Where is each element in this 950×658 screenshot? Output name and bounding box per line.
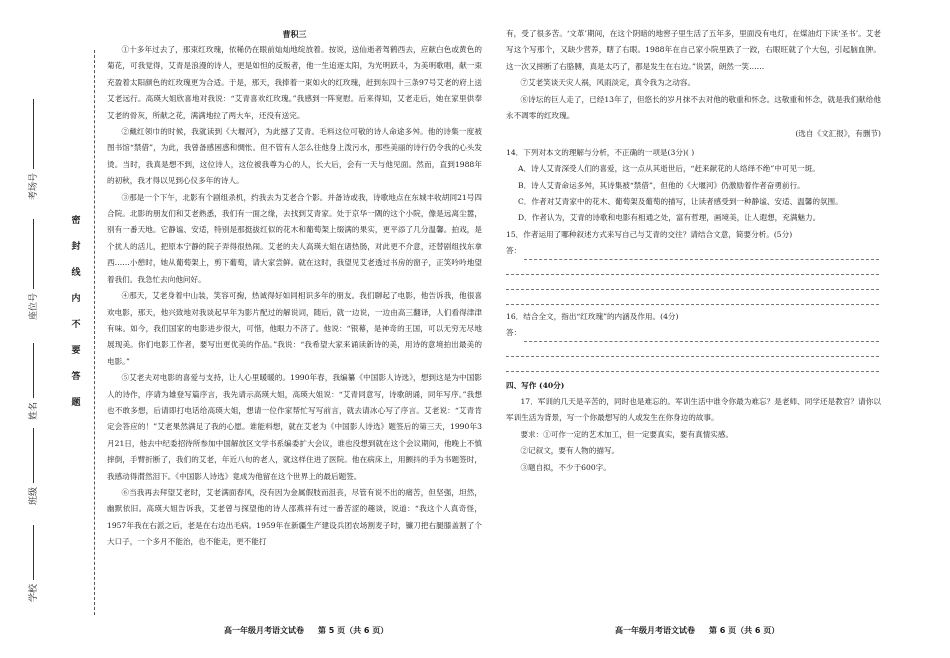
seal-char: 答 [71,372,81,382]
answer-line[interactable] [506,342,879,357]
answer-row [506,243,881,259]
paragraph-4: ④那天，艾老身着中山装，笑容可掬，热诚得好如同相识多年的朋友。我们聊起了电影，他告诉我，他很喜欢电影，那天，他兴致地对我谈起早年为影片配过的解说词，随后，就一边说，一边由高三翻译，人们看得津津有味。如今，我们国家的电影进步很大，可惜，他眼力不济了。他说：“银幕，是神奇的王国，可以无穷无尽地展现美。你们电影工作者，要写出更优美的作品。”我说：“我希望大家来诵读新诗的美，用诗的意境拍出最美的电影。” [107,291,482,366]
question-17: 17．军训的几天是辛苦的，同时也是难忘的。军训生活中谁令你最为难忘？是老师、同学还是教官？请你以军训生活为背景，写一个你最想写的人或发生在你身边的故事。 [506,396,881,423]
seal-char: 内 [71,294,81,304]
paragraph-6: ⑥当我再去拜望艾老时，艾老满面春风，没有因为金属假肢而沮丧，尽管有说不出的痛苦，但坚强，坦然，幽默依旧。高瑛大姐告诉我，艾老曾与探望他的诗人邵燕祥有过一番苦涩的趣谈，说道：“我这个人真奇怪，1957年我在右派之后，老是在右边出毛病。1959年在新疆生产建设兵团农场割麦子时，镰刀把右腿膝盖割了个大口子，一个多月不能治，也不能走，更不能打 [107,487,482,547]
field-underline[interactable] [33,343,34,398]
answer-line[interactable] [506,357,879,372]
field-seat [26,219,39,320]
article-author: 曹积三 [282,29,307,39]
answer-line[interactable] [506,260,879,275]
page-6 [506,26,881,476]
field-label: 姓名 [29,401,39,420]
requirement-3: ③题自拟，不少于600字。 [520,462,611,472]
footer-page-5 [224,625,388,636]
seal-char: 要 [71,346,81,356]
answer-label: 答： [506,328,522,338]
field-name [26,343,39,420]
question-stem: 14．下列对本文的理解与分析，不正确的一项是(3分)( ) [506,147,695,157]
field-label: 座位号 [29,292,39,320]
option-c[interactable]: C．作者对艾青家中的花木、葡萄架及葡萄的描写，让读者感受到一种静谧、安适、温馨的氛围。 [518,197,843,207]
field-exam-room [26,99,39,200]
field-underline[interactable] [33,99,34,169]
option-a[interactable]: A．诗人艾青深受人们的喜爱，这一点从其逝世后，“赶来献花的人络绎不绝”中可见一斑。 [518,164,820,174]
footer-exam-title: 高一年级月考语文试卷 [615,626,695,635]
answer-label: 答： [506,246,522,256]
question-16 [506,309,881,372]
answer-row [506,325,881,341]
question-stem: 15．作者运用了哪种叙述方式来写自己与艾青的交往？请结合文意，简要分析。(5分) [506,229,793,239]
footer-page-number: 第 6 页（共 6 页） [709,626,780,635]
question-stem: 16．结合全文，指出“红玫瑰”的内涵及作用。(4分) [506,311,679,321]
field-class [26,428,39,505]
footer-page-6 [615,625,779,636]
field-underline[interactable] [33,219,34,289]
field-label: 考场号 [29,172,39,200]
field-school [26,525,39,602]
paragraph-1: ①十多年过去了，那束红玫瑰，依稀仍在眼前灿灿地绽放着。按说，送仙逝者驾鹤西去，应献白色或黄色的菊花，可我觉得，艾青是浪漫的诗人，更是如怛的反叛者，他一生追逐太阳，为光明跃斗，为美明歌唱，献一束充盈着太阳颜色的红玫瑰更为合适。于是，那天，我捧着一束如火的红玫瑰，赶到东四十三条97号艾老的府上送艾老远行。高瑛大姐欣喜地对我说：“艾青喜欢红玫瑰。”我感到一阵宽慰。后来得知，艾老走后，她在家里供奉艾老的骨灰，所献之花，满满地拉了两大车，还没有送完。 [107,45,482,120]
paragraph-2: ②戴红领巾的时候，我就读到《大堰河》，为此撼了艾青。毛料这位可敬的诗人命途多舛。他的诗集一度被图书馆“禁借”，为此，我曾备感困惑和惆怅。但不管有人怎么往他身上泼污水，那些美丽的诗行仍令我的心头发烫。当时，我真是想不到，这位诗人，这位被我尊为心的人，长大后，会有一天与他见面。然而，直到1988年的初秋，我才得以见到心仪多年的诗人。 [107,127,482,186]
footer-page-number: 第 5 页（共 6 页） [318,626,389,635]
seal-char: 线 [71,268,81,278]
writing-section [506,378,881,476]
answer-line[interactable] [524,245,879,260]
requirement-1: 要求：①可作一定的艺术加工，但一定要真实，要有真情实感。 [520,429,734,439]
paragraph-5: ⑤艾老夫对电影的喜爱与支持，让人心里暖暖的。1990年春，我编纂《中国影人诗选》，想到这是为中国影人的诗作，序请为雄登写篇序言，我先请示高瑛大姐，高瑛大姐说：“艾青同意写，诗歌朗诵，同年写序。”我想也不敢多想，后请即打电话给高瑛大姐，想请一位作家帮忙写写前言，就去请冰心写了序言。艾老说：“艾青肯定会答应的！”艾老果然满足了我的心愿。谁能料想，就在艾老为《中国影人诗选》题签后的第三天，1990年3月21日，他去中纪委招待所参加中国解放区文学书系编委扩大会议，谁也没想到就在这个会议期间，他晚上不慎摔倒，手臂折断了，我们的艾老，年近八旬的老人，就这样住进了医院。他在病床上，用颤抖的手为书题签时，我感动得潸然泪下。《中国影人诗选》竟成为他留在这个世界上的最后题签。 [107,373,482,481]
field-underline[interactable] [33,525,34,580]
answer-line[interactable] [506,290,879,305]
field-underline[interactable] [33,428,34,483]
article-source: (选自《文汇报》，有删节) [795,129,881,139]
field-label: 班级 [29,486,39,505]
cut-line [94,50,95,615]
page-5 [107,26,482,551]
question-15 [506,227,881,305]
paragraph-8: ⑧诗坛的巨人走了，已经13年了，但悠长的岁月抹不去对他的敬重和怀念。这敬重和怀念，就是我们献给他永不凋零的红玫瑰。 [506,94,881,121]
footer-exam-title: 高一年级月考语文试卷 [224,626,304,635]
binding-margin [0,0,100,658]
seal-warning [69,208,83,416]
question-14 [506,145,881,227]
option-d[interactable]: D．作者认为，艾青的诗歌和电影有相通之处，富有哲理，画境美，让人遐想，充满魅力。 [518,213,821,223]
option-b[interactable]: B．诗人艾青命运多舛，其诗集被“禁借”，但他的《大堰河》仍激励着作者奋勇前行。 [518,180,805,190]
paragraph-3: ③那是一个下午，北影有个剧组杀机，约我去为艾老合个影。并备诗或我，诗歌地点在东城丰收胡同21号四合院。北影的朋友们和艾老熟悉，我们有一面之缘，去找到艾青家。处于京华一隅的这个小院，像是远离尘嚣，别有一番天地。它静谧、安适，特别是那挺拔红似的花木和葡萄架上缀满的果实，更平添了几分温馨。拍戏，是个扰人的活儿，把原本宁静的院子弄得很热闹。艾老的夫人高瑛大姐在诸热肠，对此更不介意，还替剧组找东拿西……小憩时，她从葡萄架上，剪下葡萄，请大家尝鲜。就在这时，我望见艾老透过书房的窗子，正笑吟吟地望着我们。我急忙去向他问好。 [107,192,482,284]
answer-line[interactable] [524,327,879,342]
seal-char: 题 [71,398,81,408]
seal-char: 不 [71,320,81,330]
requirement-2: ②记叙文，要有人物的描写。 [520,446,620,456]
seal-char: 封 [71,242,81,252]
seal-char: 密 [71,216,81,226]
section-heading: 四、写作 (40分) [506,380,565,390]
paragraph-7: ⑦艾老笑谈天灾人祸，风雨淡定，真令我为之动容。 [520,78,696,88]
answer-line[interactable] [506,275,879,290]
paragraph-continued: 有，受了很多苦。‘文革’期间，在这个阴暗的地窖子里生活了五年多，里面没有电灯，在煤油灯下读‘圣书’。艾老写这个写那个，又缺少营养，瞎了右眼。1988年在自己家小院里跌了一跤，右眼旺就了个大包，引起脑血肿。这一次又摔断了右胳膊，真是太巧了，都是发生在右边。”说罢，朗然一笑…… [506,29,881,71]
field-label: 学校 [29,583,39,602]
